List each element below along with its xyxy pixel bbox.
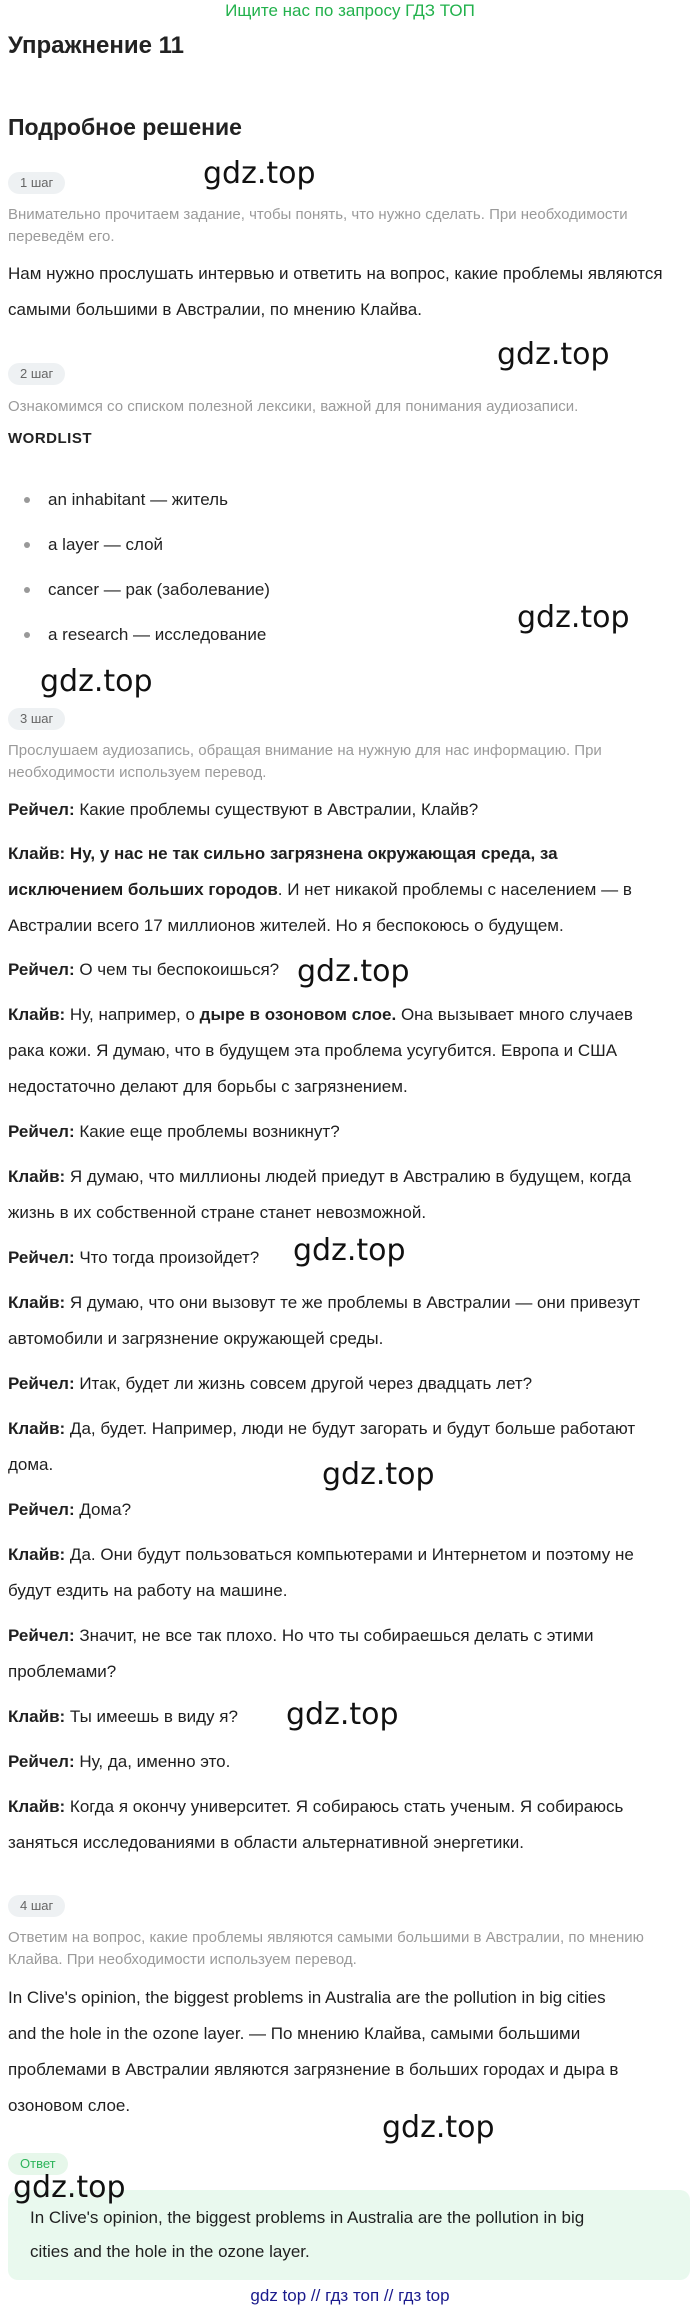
speech: Ну, да, именно это. [74, 1752, 231, 1771]
dialogue-line [8, 1537, 690, 1573]
speech: дома. [8, 1455, 54, 1474]
speech: Когда я окончу университет. Я собираюсь стать ученым. Я собираюсь [65, 1797, 624, 1816]
step-badge-2: 2 шаг [8, 363, 65, 385]
dialogue-line [8, 1159, 690, 1195]
speech: Ты имеешь в виду я? [65, 1707, 238, 1726]
dialogue-line [8, 1195, 690, 1231]
step-text-4: and the hole in the ozone layer. — По мнению Клайва, самыми большими [8, 2024, 581, 2043]
speech: Она вызывает много случаев [396, 1005, 633, 1024]
dialogue-line [8, 872, 690, 908]
speech: Я думаю, что миллионы людей приедут в Австралию в будущем, когда [65, 1167, 632, 1186]
watermark: gdz.top [497, 337, 610, 372]
speaker: Клайв: [8, 1797, 66, 1816]
wordlist-title: WORDLIST [8, 430, 92, 447]
step-hint-4: Ответим на вопрос, какие проблемы являются самыми большими в Австралии, по мнению Клайва. При необходимости используем перевод. [8, 1929, 644, 1968]
dialogue-line [8, 1618, 690, 1654]
watermark: gdz.top [293, 1233, 406, 1268]
speaker: Рейчел: [8, 1626, 75, 1645]
speech: О чем ты беспокоишься? [74, 960, 280, 979]
speaker: Клайв: [8, 1005, 66, 1024]
solution-title: Подробное решение [8, 114, 242, 140]
speaker: Клайв: [8, 1293, 66, 1312]
page-title: Упражнение 11 [8, 32, 185, 59]
speech: Да, будет. Например, люди не будут загорать и будут больше работают [65, 1419, 636, 1438]
step-badge-1: 1 шаг [8, 172, 65, 194]
speech: жизнь в их собственной стране станет невозможной. [8, 1203, 427, 1222]
step-hint-1: Внимательно прочитаем задание, чтобы понять, что нужно сделать. При необходимости переведём его. [8, 206, 628, 245]
step-text-4: проблемами в Австралии являются загрязнение в больших городах и дыра в [8, 2060, 619, 2079]
speech: Да. Они будут пользоваться компьютерами и Интернетом и поэтому не [65, 1545, 634, 1564]
speech: Дома? [74, 1500, 132, 1519]
dialogue-line [8, 1366, 690, 1402]
dialogue-line [8, 1654, 690, 1690]
watermark: gdz.top [517, 600, 630, 635]
bullet-icon [24, 542, 30, 548]
dialogue-line [8, 1492, 690, 1528]
answer-badge: Ответ [8, 2153, 68, 2175]
speaker: Рейчел: [8, 800, 75, 819]
speech: Что тогда произойдет? [74, 1248, 260, 1267]
step-text-4: озоновом слое. [8, 2096, 131, 2115]
bullet-icon [24, 587, 30, 593]
step-text-1: Нам нужно прослушать интервью и ответить на вопрос, какие проблемы являются самыми большими в Австралии, по мнению Клайва. [8, 264, 663, 319]
wordlist-item: an inhabitant — житель [48, 490, 228, 509]
speech: будут ездить на работу на машине. [8, 1581, 288, 1600]
speech: Какие проблемы существуют в Австралии, Клайв? [74, 800, 479, 819]
watermark: gdz.top [322, 1457, 435, 1492]
speech-bold: исключением больших городов [8, 880, 278, 899]
dialogue-line [8, 1321, 690, 1357]
speaker: Клайв: [8, 1419, 66, 1438]
dialogue-line [8, 1114, 690, 1150]
watermark: gdz.top [40, 664, 153, 699]
dialogue-line [8, 997, 690, 1033]
wordlist-item: a research — исследование [48, 625, 267, 644]
watermark: gdz.top [286, 1697, 399, 1732]
speaker: Рейчел: [8, 1248, 75, 1267]
speech: рака кожи. Я думаю, что в будущем эта проблема усугубится. Европа и США [8, 1041, 618, 1060]
step-text-4: In Clive's opinion, the biggest problems in Australia are the pollution in big cities [8, 1988, 606, 2007]
speaker: Рейчел: [8, 1374, 75, 1393]
watermark: gdz.top [13, 2170, 126, 2205]
dialogue-line [8, 1033, 690, 1069]
speech: автомобили и загрязнение окружающей среды. [8, 1329, 384, 1348]
speech: Какие еще проблемы возникнут? [74, 1122, 340, 1141]
speaker: Клайв: [8, 844, 66, 863]
watermark: gdz.top [382, 2110, 495, 2145]
watermark: gdz.top [297, 954, 410, 989]
dialogue-line [8, 792, 690, 828]
dialogue-line [8, 1789, 690, 1825]
wordlist-item: cancer — рак (заболевание) [48, 580, 270, 599]
speaker: Клайв: [8, 1545, 66, 1564]
speaker: Рейчел: [8, 960, 75, 979]
speech: Я думаю, что они вызовут те же проблемы в Австралии — они привезут [65, 1293, 641, 1312]
footer-links[interactable]: gdz top // гдз топ // гдз top [250, 2286, 450, 2305]
bullet-icon [24, 632, 30, 638]
speech-bold: Ну, у нас не так сильно загрязнена окружающая среда, за [65, 844, 558, 863]
speech-bold: дыре в озоновом слое. [199, 1005, 397, 1024]
dialogue-line [8, 1744, 690, 1780]
speech: недостаточно делают для борьбы с загрязнением. [8, 1077, 408, 1096]
speech: Итак, будет ли жизнь совсем другой через двадцать лет? [74, 1374, 533, 1393]
step-badge-3: 3 шаг [8, 708, 65, 730]
step-badge-4: 4 шаг [8, 1895, 65, 1917]
answer-line: cities and the hole in the ozone layer. [30, 2242, 310, 2261]
speaker: Рейчел: [8, 1752, 75, 1771]
speech: Австралии всего 17 миллионов жителей. Но я беспокоюсь о будущем. [8, 916, 564, 935]
bullet-icon [24, 497, 30, 503]
answer-text [30, 2201, 670, 2269]
answer-line: In Clive's opinion, the biggest problems in Australia are the pollution in big [30, 2208, 585, 2227]
dialogue-line [8, 908, 690, 944]
step-hint-3: Прослушаем аудиозапись, обращая внимание на нужную для нас информацию. При необходимости используем перевод. [8, 742, 602, 781]
dialogue-line [8, 1069, 690, 1105]
speech: заняться исследованиями в области альтернативной энергетики. [8, 1833, 525, 1852]
speaker: Рейчел: [8, 1500, 75, 1519]
speaker: Рейчел: [8, 1122, 75, 1141]
wordlist-item: a layer — слой [48, 535, 164, 554]
dialogue-line [8, 1285, 690, 1321]
dialogue-line [8, 1573, 690, 1609]
promo-banner[interactable]: Ищите нас по запросу ГДЗ ТОП [225, 1, 475, 20]
dialogue-line [8, 1411, 690, 1447]
speech: Значит, не все так плохо. Но что ты собираешься делать с этими [74, 1626, 594, 1645]
speech: проблемами? [8, 1662, 117, 1681]
speech: . И нет никакой проблемы с населением — в [277, 880, 632, 899]
speaker: Клайв: [8, 1167, 66, 1186]
speaker: Клайв: [8, 1707, 66, 1726]
step-hint-2: Ознакомимся со списком полезной лексики, важной для понимания аудиозаписи. [8, 398, 579, 415]
dialogue-line [8, 836, 690, 872]
watermark: gdz.top [203, 156, 316, 191]
dialogue-line [8, 1825, 690, 1861]
speech: Ну, например, о [65, 1005, 200, 1024]
